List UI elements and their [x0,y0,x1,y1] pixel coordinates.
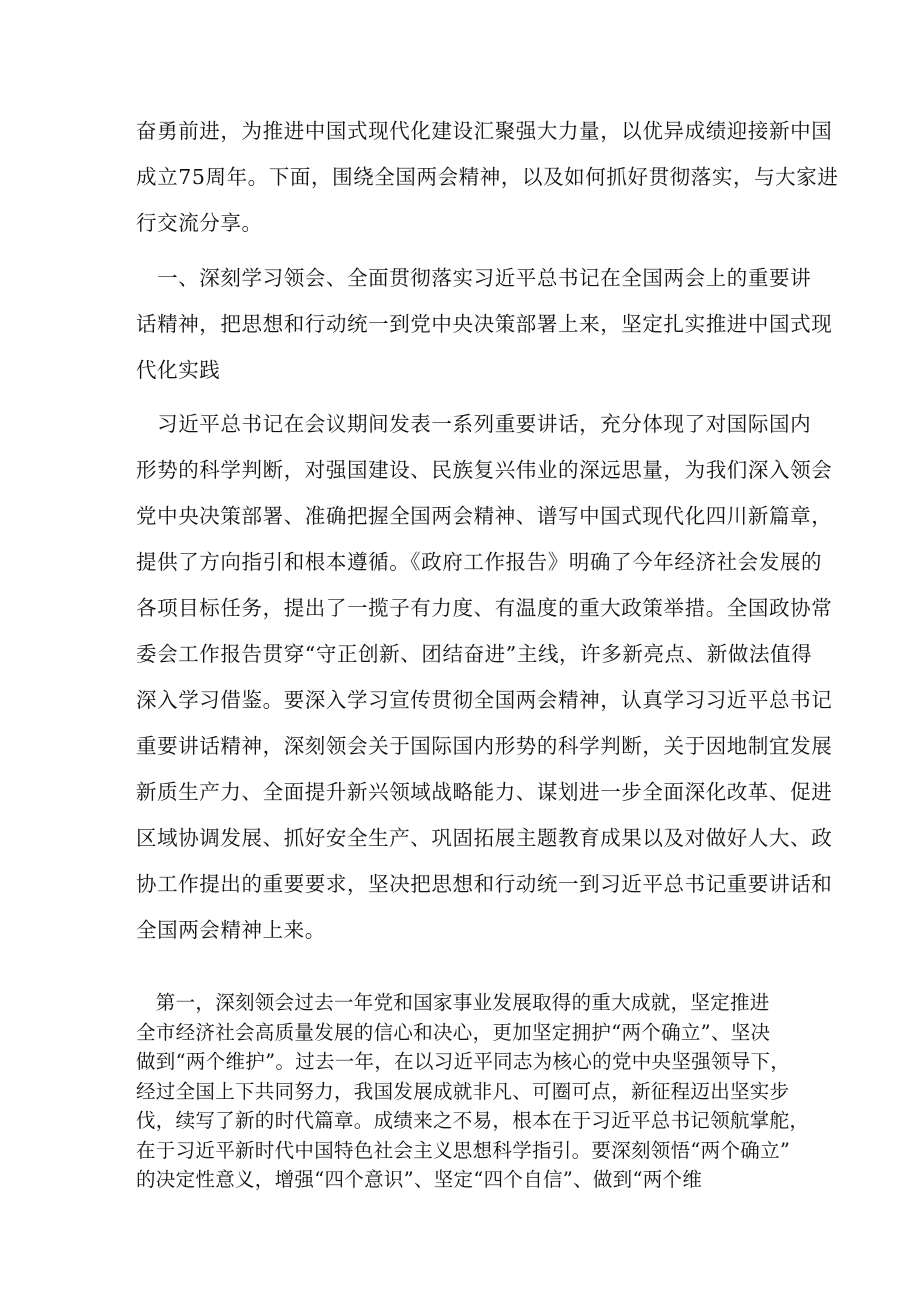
text-line: 党中央决策部署、准确把握全国两会精神、谱写中国式现代化四川新篇章， [136,504,833,528]
text-line: 提供了方向指引和根本遵循。《政府工作报告》明确了今年经济社会发展的 [136,550,823,574]
text-line: 行交流分享。 [136,211,263,235]
text-line: 形势的科学判断，对强国建设、民族复兴伟业的深远思量，为我们深入领会 [136,458,833,482]
text-line: 各项目标任务，提出了一揽子有力度、有温度的重大政策举措。全国政协常 [136,596,833,620]
text-line: 全国两会精神上来。 [136,918,326,942]
text-line: 奋勇前进，为推进中国式现代化建设汇聚强大力量，以优异成绩迎接新中国 [136,119,833,143]
section-heading-one [136,255,833,393]
text-line: 成立75周年。下面，围绕全国两会精神，以及如何抓好贯彻落实，与大家进 [136,165,839,189]
text-line: 区域协调发展、抓好安全生产、巩固拓展主题教育成果以及对做好人大、政 [136,826,833,850]
paragraph-intro [136,108,839,246]
text-line: 伐，续写了新的时代篇章。成绩来之不易，根本在于习近平总书记领航掌舵， [136,1109,810,1132]
text-line: 代化实践 [136,358,221,382]
text-line: 协工作提出的重要要求，坚决把思想和行动统一到习近平总书记重要讲话和 [136,872,833,896]
text-line: 的决定性意义，增强“四个意识”、坚定“四个自信”、做到“两个维 [136,1168,703,1191]
text-line: 在于习近平新时代中国特色社会主义思想科学指引。要深刻领悟“两个确立” [136,1138,791,1162]
text-line: 一、深刻学习领会、全面贯彻落实习近平总书记在全国两会上的重要讲 [136,266,812,290]
text-line: 全市经济社会高质量发展的信心和决心，更加坚定拥护“两个确立”、坚决 [136,1020,771,1044]
text-line: 习近平总书记在会议期间发表一系列重要讲话，充分体现了对国际国内 [136,412,812,436]
text-line: 深入学习借鉴。要深入学习宣传贯彻全国两会精神，认真学习习近平总书记 [136,688,833,712]
text-line: 重要讲话精神，深刻领会关于国际国内形势的科学判断，关于因地制宜发展 [136,734,833,758]
text-line: 经过全国上下共同努力，我国发展成就非凡、可圈可点，新征程迈出坚实步 [136,1079,790,1103]
text-line: 新质生产力、全面提升新兴领域战略能力、谋划进一步全面深化改革、促进 [136,780,833,804]
paragraph-speech-summary [136,401,833,953]
text-line: 委会工作报告贯穿“守正创新、团结奋进”主线，许多新亮点、新做法值得 [136,642,813,666]
text-line: 做到“两个维护”。过去一年，在以习近平同志为核心的党中央坚强领导下， [136,1050,791,1073]
text-line: 话精神，把思想和行动统一到党中央决策部署上来，坚定扎实推进中国式现 [136,312,833,336]
text-line: 第一，深刻领会过去一年党和国家事业发展取得的重大成就，坚定推进 [136,991,770,1014]
paragraph-first-point [136,988,810,1195]
